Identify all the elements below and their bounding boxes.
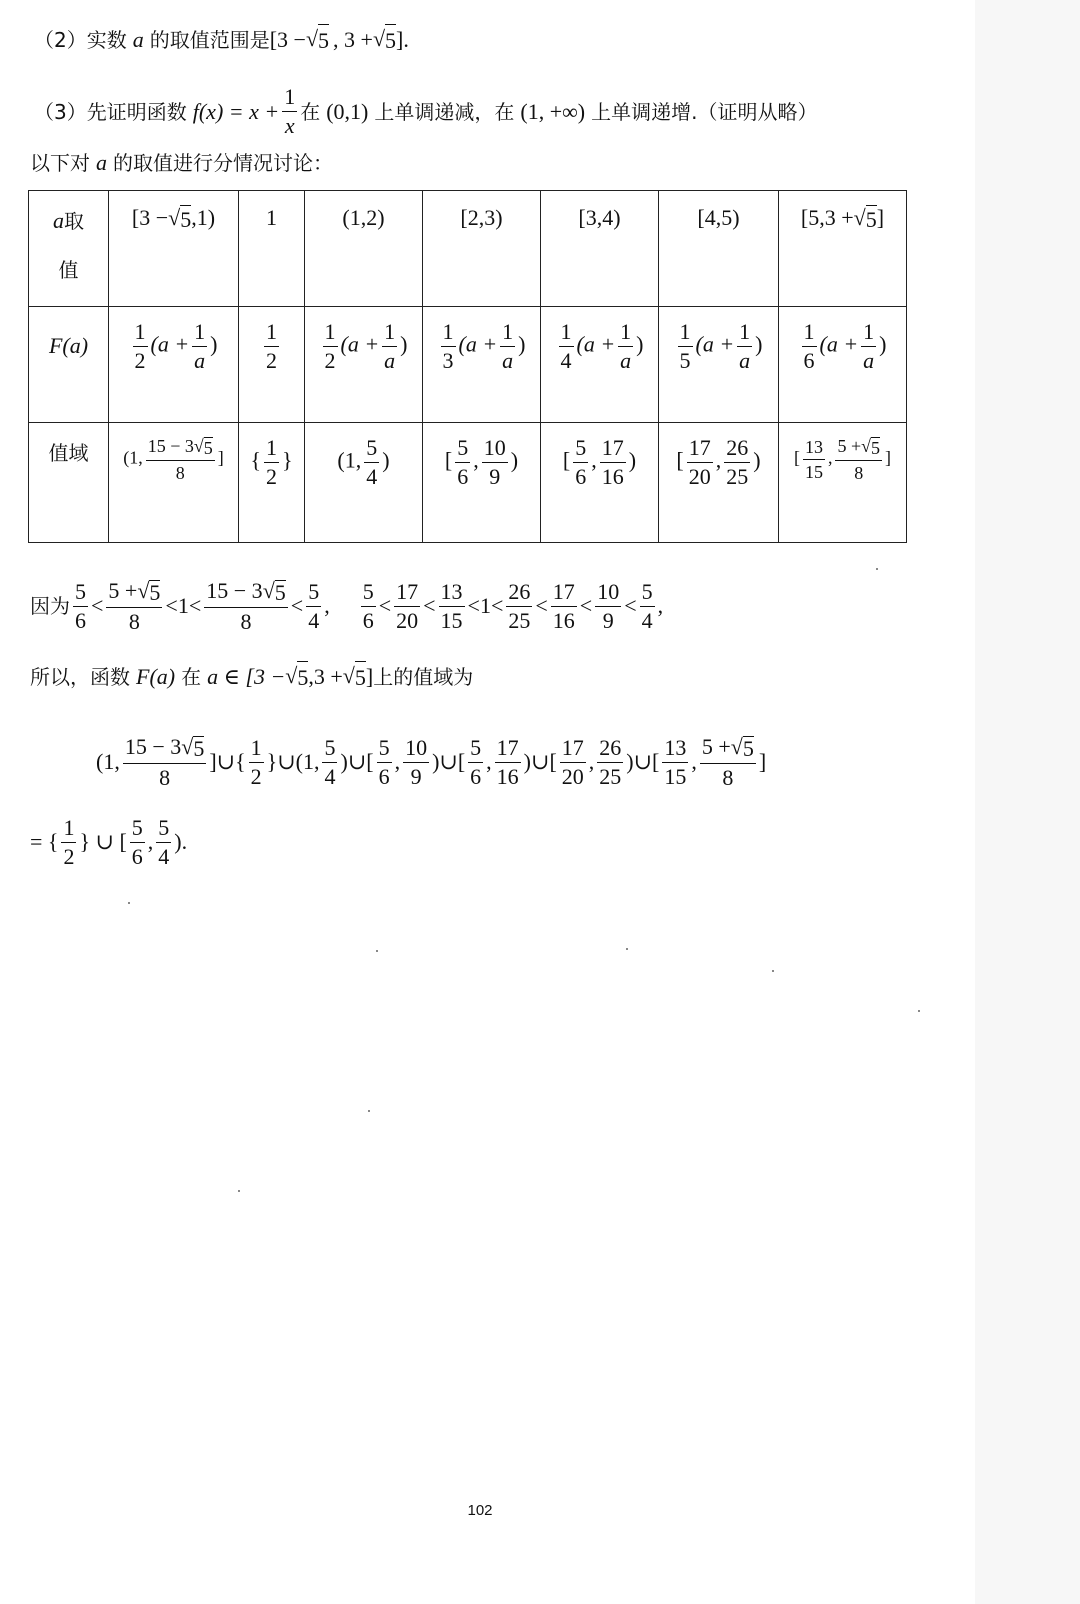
interval-close: ]. xyxy=(396,27,409,52)
union-expression: (1, 15 − 3 √ 5 8 ] ∪ { $\frac{1}{2}$ } ∪ (1, $\frac{5}{4}$ ) ∪ [ $\frac{5}{6}$ , $\frac{10}{9}$ ) ∪ [ $\frac{5}{6}$ , $\frac{17}{16}$ ) ∪ [ $\frac{17}{20}$ , $\frac{26}{25}$ ) ∪ [ $\frac{13}{15}$ , 5 + √ 5 8 ] xyxy=(96,733,767,790)
fraction-1-over-x: $\frac{1}{x}$ xyxy=(284,84,296,138)
statement-2-prefix: （2）实数 xyxy=(34,28,127,52)
range-cell-2: { $\frac{1}{2}$ } xyxy=(239,423,305,543)
interval-cell-2: 1 xyxy=(239,191,305,307)
fa-cell-5: $\frac{1}{4}$ (a + $\frac{1}{a}$ ) xyxy=(541,307,659,423)
interval-cell-6: [4,5) xyxy=(659,191,779,307)
statement-2-middle: 的取值范围是 xyxy=(149,28,270,52)
statement-3-t2: 上单调递减，在 xyxy=(374,99,515,124)
row-label-range: 值域 xyxy=(29,423,109,543)
scan-speck xyxy=(918,1010,920,1012)
table-row-a-values xyxy=(29,191,907,307)
var-a: a xyxy=(96,150,107,175)
scan-speck xyxy=(772,970,774,972)
interval-cell-1: [3 − √ 5 ,1) xyxy=(109,191,239,307)
case-table xyxy=(28,190,907,543)
scan-speck xyxy=(238,1190,240,1192)
sqrt-5-b: √ 5 xyxy=(373,24,396,56)
interval-open: [3 − xyxy=(269,27,306,52)
row-label-a: a取 值 xyxy=(29,191,109,307)
range-cell-6: [ $\frac{17}{20}$ , $\frac{26}{25}$ ) xyxy=(659,423,779,543)
discussion-intro xyxy=(30,148,333,178)
table-row-range xyxy=(29,423,907,543)
therefore-prefix: 所以，函数 xyxy=(30,665,130,689)
fa-cell-4: $\frac{1}{3}$ (a + $\frac{1}{a}$ ) xyxy=(423,307,541,423)
range-cell-3: (1, $\frac{5}{4}$ ) xyxy=(305,423,423,543)
scan-margin xyxy=(975,0,1080,1604)
page-number: 102 xyxy=(467,1502,493,1519)
final-result: = { $\frac{1}{2}$ } ∪ [ $\frac{5}{6}$ , $\frac{5}{4}$ ). xyxy=(30,814,188,869)
statement-3-prefix: （3）先证明函数 xyxy=(34,99,187,124)
row-label-fa: F(a) xyxy=(29,307,109,423)
sqrt-5: √ 5 xyxy=(306,24,329,56)
interval-cell-4: [2,3) xyxy=(423,191,541,307)
statement-3-t3: 上单调递增.（证明从略） xyxy=(591,99,818,124)
conclusion-line: 所以，函数 F(a) 在 a ∈ [3 − √ 5 ,3 + √ 5 ] 上的值域为 xyxy=(30,661,473,693)
range-cell-5: [ $\frac{5}{6}$ , $\frac{17}{16}$ ) xyxy=(541,423,659,543)
interval-mid: , 3 + xyxy=(333,27,373,52)
fa-cell-3: $\frac{1}{2}$ (a + $\frac{1}{a}$ ) xyxy=(305,307,423,423)
range-cell-1: (1, 15 − 3 √ 5 8 ] xyxy=(109,423,239,543)
comparison-line: 因为 $\frac{5}{6}$ < 5 + √ 5 8 < 1 < 15 − 3 √ 5 8 < $\frac{5}{4}$ , $\frac{5}{6}$ < $\frac{17}{20}$ < $\frac{13}{15}$ < 1 < $\frac{26}{25}$ < $\frac{17}{16}$ < $\frac{10}{9}$ < $\frac{5}{4}$ , xyxy=(30,577,664,634)
because-prefix: 因为 xyxy=(30,594,70,618)
intro-prefix: 以下对 xyxy=(30,151,90,175)
scan-speck xyxy=(876,568,878,570)
fa-cell-1: $\frac{1}{2}$ (a + $\frac{1}{a}$ ) xyxy=(109,307,239,423)
interval-0-1: (0,1) xyxy=(326,98,369,124)
interval-cell-7: [5,3 + √ 5 ] xyxy=(779,191,907,307)
interval-1-inf: (1, +∞) xyxy=(520,98,586,124)
statement-3-t1: 在 xyxy=(300,99,321,124)
fa-cell-6: $\frac{1}{5}$ (a + $\frac{1}{a}$ ) xyxy=(659,307,779,423)
interval-cell-5: [3,4) xyxy=(541,191,659,307)
fa-cell-2: $\frac{1}{2}$ xyxy=(239,307,305,423)
var-a: a xyxy=(132,27,144,52)
scan-speck xyxy=(376,950,378,952)
fa-cell-7: $\frac{1}{6}$ (a + $\frac{1}{a}$ ) xyxy=(779,307,907,423)
scan-speck xyxy=(626,948,628,950)
scan-speck xyxy=(128,902,130,904)
statement-3 xyxy=(34,86,818,137)
range-cell-4: [ $\frac{5}{6}$ , $\frac{10}{9}$ ) xyxy=(423,423,541,543)
statement-2 xyxy=(34,24,409,56)
range-cell-7: [ $\frac{13}{15}$ , 5 + √ 5 8 ] xyxy=(779,423,907,543)
intro-suffix: 的取值进行分情况讨论： xyxy=(113,151,333,175)
scan-speck xyxy=(368,1110,370,1112)
table-row-fa xyxy=(29,307,907,423)
interval-cell-3: (1,2) xyxy=(305,191,423,307)
function-f: f(x) = x + xyxy=(192,98,280,124)
